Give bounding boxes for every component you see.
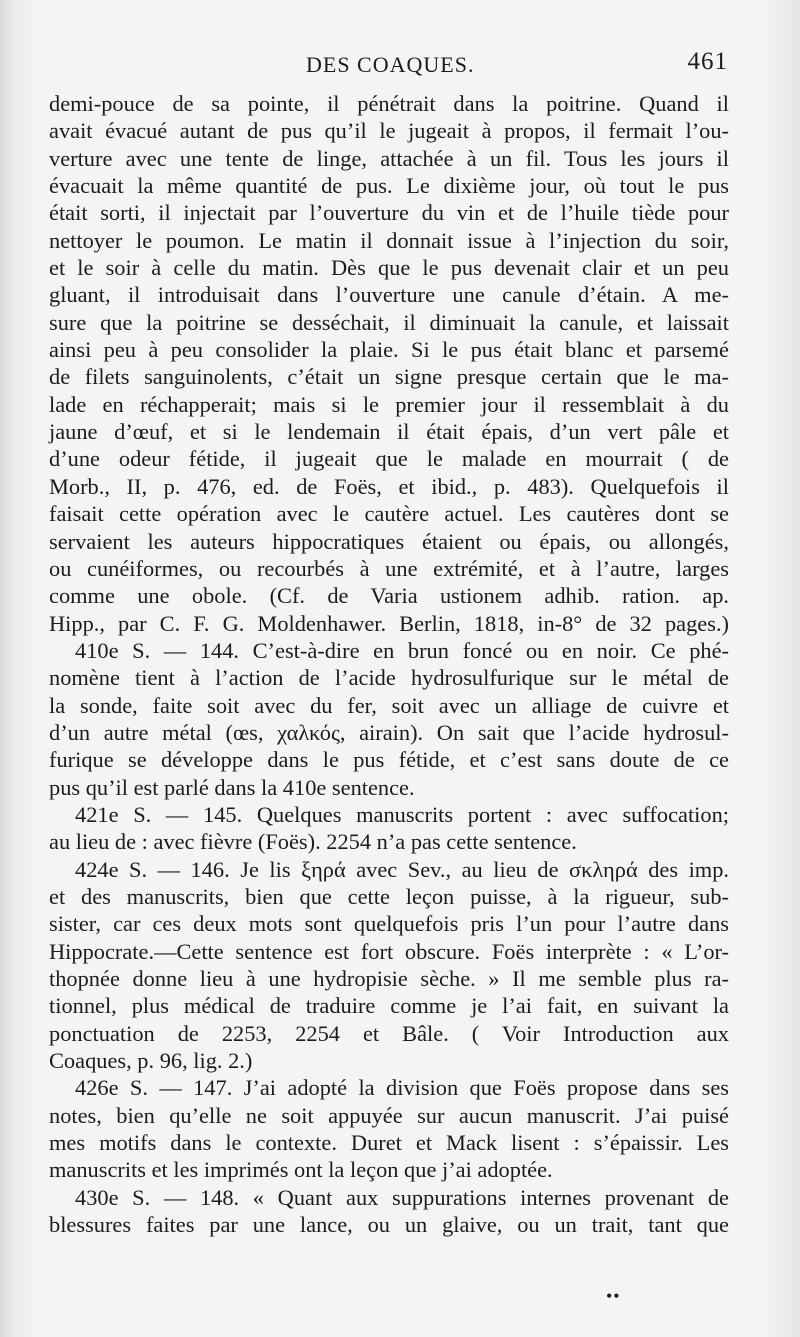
- text-line: d’une odeur fétide, il jugeait que le malade en mourrait ( de: [49, 446, 729, 472]
- text-line: manuscrits et les imprimés ont la leçon que j’ai adoptée.: [49, 1157, 553, 1183]
- text-line: la sonde, faite soit avec du fer, soit avec un alliage de cuivre et: [49, 692, 729, 718]
- page-number: 461: [687, 48, 728, 75]
- text-line: furique se développe dans le pus fétide, et c’est sans doute de ce: [49, 747, 729, 773]
- text-line: pus qu’il est parlé dans la 410e sentence.: [49, 774, 415, 800]
- text-line: avait évacué autant de pus qu’il le jugeait à propos, il fermait l’ou-: [49, 118, 729, 144]
- text-line: demi-pouce de sa pointe, il pénétrait dans la poitrine. Quand il: [49, 91, 729, 116]
- text-line: d’un autre métal (œs, χαλκός, airain). On sait que l’acide hydrosul-: [49, 719, 729, 745]
- text-line: ou cunéiformes, ou recourbés à une extrémité, et à l’autre, larges: [49, 555, 729, 581]
- text-line: faisait cette opération avec le cautère actuel. Les cautères dont se: [49, 501, 729, 527]
- text-line: 410e S. — 144. C’est-à-dire en brun foncé ou en noir. Ce phé-: [75, 637, 729, 663]
- text-line: ponctuation de 2253, 2254 et Bâle. ( Voir Introduction aux: [49, 1020, 729, 1046]
- text-line: 424e S. — 146. Je lis ξηρά avec Sev., au lieu de σκληρά des imp.: [75, 856, 729, 882]
- body-text: [49, 90, 729, 1238]
- text-line: thopnée donne lieu à une hydropisie sèche. » Il me semble plus ra-: [49, 966, 729, 991]
- text-line: Coaques, p. 96, lig. 2.): [49, 1048, 253, 1074]
- text-line: 421e S. — 145. Quelques manuscrits portent : avec suffocation;: [75, 801, 729, 827]
- text-line: et le soir à celle du matin. Dès que le pus devenait clair et un peu: [49, 255, 729, 281]
- text-line: ainsi peu à peu consolider la plaie. Si le pus était blanc et parsemé: [49, 337, 729, 363]
- text-line: mes motifs dans le contexte. Duret et Mack lisent : s’épaissir. Les: [49, 1130, 729, 1156]
- text-line: Morb., II, p. 476, ed. de Foës, et ibid., p. 483). Quelquefois il: [49, 473, 729, 499]
- page-header: [48, 44, 728, 84]
- text-line: sure que la poitrine se desséchait, il diminuait la canule, et laissait: [49, 309, 729, 335]
- text-line: comme une obole. (Cf. de Varia ustionem adhib. ration. ap.: [49, 583, 729, 609]
- text-line: nettoyer le poumon. Le matin il donnait issue à l’injection du soir,: [49, 227, 729, 253]
- text-line: 426e S. — 147. J’ai adopté la division que Foës propose dans ses: [75, 1075, 729, 1101]
- text-line: Hippocrate.—Cette sentence est fort obscure. Foës interprète : « L’or-: [49, 938, 729, 964]
- text-line: servaient les auteurs hippocratiques étaient ou épais, ou allongés,: [49, 528, 729, 554]
- text-line: notes, bien qu’elle ne soit appuyée sur aucun manuscrit. J’ai puisé: [49, 1102, 729, 1128]
- text-line: évacuait la même quantité de pus. Le dixième jour, où tout le pus: [49, 173, 729, 199]
- text-line: et des manuscrits, bien que cette leçon puisse, à la rigueur, sub-: [49, 883, 729, 909]
- text-line: tionnel, plus médical de traduire comme je l’ai fait, en suivant la: [49, 993, 729, 1019]
- signature-mark: ••: [606, 1286, 621, 1306]
- text-line: nomène tient à l’action de l’acide hydrosulfurique sur le métal de: [49, 665, 729, 691]
- text-line: gluant, il introduisait dans l’ouverture une canule d’étain. A me-: [49, 282, 729, 308]
- text-line: était sorti, il injectait par l’ouverture du vin et de l’huile tiède pour: [49, 200, 729, 226]
- running-head: DES COAQUES.: [306, 52, 475, 77]
- text-line: Hipp., par C. F. G. Moldenhawer. Berlin, 1818, in-8° de 32 pages.): [49, 610, 729, 636]
- text-line: lade en réchapperait; mais si le premier jour il ressemblait à du: [49, 391, 729, 417]
- text-line: blessures faites par une lance, ou un glaive, ou un trait, tant que: [49, 1212, 729, 1238]
- text-line: au lieu de : avec fièvre (Foës). 2254 n’a pas cette sentence.: [49, 829, 577, 855]
- text-line: 430e S. — 148. « Quant aux suppurations internes provenant de: [75, 1184, 729, 1210]
- text-line: sister, car ces deux mots sont quelquefois pris l’un pour l’autre dans: [49, 911, 729, 937]
- text-line: de filets sanguinolents, c’était un signe presque certain que le ma-: [49, 364, 729, 390]
- text-line: jaune d’œuf, et si le lendemain il était épais, d’un vert pâle et: [49, 419, 729, 445]
- text-line: verture avec une tente de linge, attachée à un fil. Tous les jours il: [49, 145, 729, 171]
